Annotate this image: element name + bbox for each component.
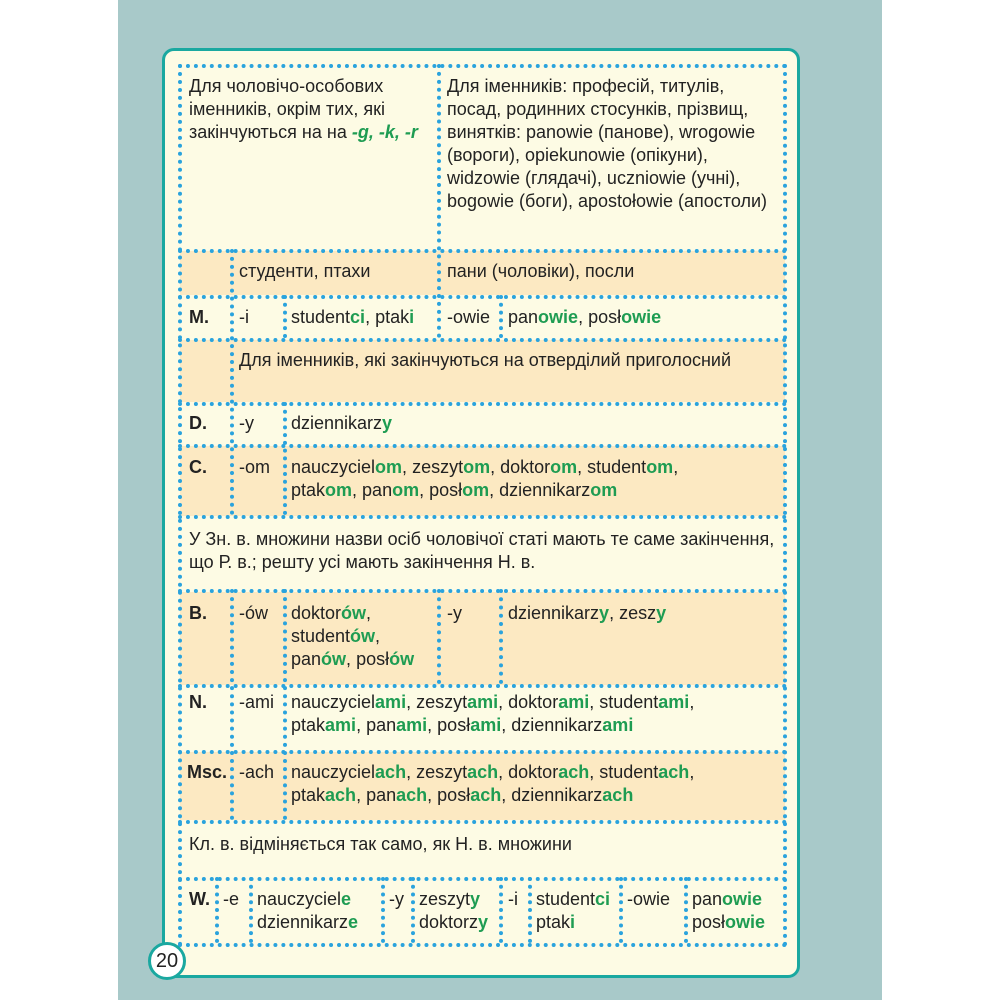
grid-line xyxy=(283,295,287,338)
grid-line xyxy=(230,589,234,820)
words-w-i: studentci ptaki xyxy=(536,889,611,932)
grid-line xyxy=(499,589,503,684)
grid-line xyxy=(437,64,441,338)
header-left-text: Для чоловічо-особових іменників, окрім тих, які закінчуються на на xyxy=(189,76,385,142)
words-m-2: panowie, posłowie xyxy=(508,307,662,327)
examples-left: студенти, птахи xyxy=(239,261,371,281)
case-label-m: M. xyxy=(189,307,209,327)
grid-line xyxy=(178,402,787,406)
words-w-owie: panowie posłowie xyxy=(692,889,766,932)
note-vocative: Кл. в. відміняється так само, як Н. в. множини xyxy=(189,834,572,854)
ending-n: -ami xyxy=(239,692,274,712)
ending-w-i: -i xyxy=(508,889,518,909)
grid-line xyxy=(178,943,787,947)
ending-d: -y xyxy=(239,413,254,433)
grid-line xyxy=(230,249,234,515)
words-b-1: doktorów, studentów, panów, posłów xyxy=(291,603,415,669)
grid-line xyxy=(249,877,253,943)
grid-line xyxy=(178,64,787,68)
grid-line xyxy=(283,589,287,820)
grid-line xyxy=(178,515,787,519)
words-w-e: nauczyciele dziennikarze xyxy=(257,889,359,932)
grid-line xyxy=(283,402,287,515)
grid-line xyxy=(178,338,787,342)
words-msc: nauczycielach, zeszytach, doktorach, studentach, ptakach, panach, posłach, dziennikarzach xyxy=(291,762,695,805)
grid-line xyxy=(528,877,532,943)
grid-line xyxy=(178,589,787,593)
grid-line xyxy=(178,64,182,947)
grid-line xyxy=(178,750,787,754)
page-number: 20 xyxy=(148,942,186,980)
words-d: dziennikarzy xyxy=(291,413,393,433)
ending-w-owie: -owie xyxy=(627,889,671,909)
grid-line xyxy=(178,249,787,253)
header-right-text: Для іменників: професій, титулів, посад, родинних стосунків, прізвищ, винятків: panowie (панове), wrogowie (вороги), opiekunowie (опікуни), widzowie (глядачі), uczniowie (учні), bogowie (боги), apostołowie (апостоли) xyxy=(447,76,768,211)
grid-line xyxy=(178,444,787,448)
grid-line xyxy=(411,877,415,943)
case-label-msc: Msc. xyxy=(187,762,228,782)
header-right-cell xyxy=(441,70,785,250)
words-n: nauczycielami, zeszytami, doktorami, studentami, ptakami, panami, posłami, dziennikarzami xyxy=(291,692,695,735)
ending-m-1: -i xyxy=(239,307,249,327)
grid-line xyxy=(381,877,385,943)
grid-line xyxy=(178,684,787,688)
ending-b-1: -ów xyxy=(239,603,269,623)
case-label-d: D. xyxy=(189,413,207,433)
ending-m-2: -owie xyxy=(447,307,491,327)
words-b-2: dziennikarzy, zeszy xyxy=(508,603,667,623)
note-hard-consonant: Для іменників, які закінчуються на отверділий приголосний xyxy=(239,350,732,370)
grid-line xyxy=(684,877,688,943)
examples-right: пани (чоловіки), посли xyxy=(447,261,635,281)
ending-w-e: -e xyxy=(223,889,240,909)
grid-line xyxy=(178,295,787,299)
case-label-c: C. xyxy=(189,457,207,477)
grid-line xyxy=(437,589,441,684)
header-left-cell xyxy=(183,70,438,250)
grid-line xyxy=(178,877,787,881)
ending-b-2: -y xyxy=(447,603,462,623)
case-label-b: B. xyxy=(189,603,207,623)
grid-line xyxy=(178,820,787,824)
words-w-y: zeszyty doktorzy xyxy=(419,889,489,932)
grid-line xyxy=(783,64,787,947)
note-accusative: У Зн. в. множини назви осіб чоловічої статі мають те саме закінчення, що Р. в.; решту усі мають закінчення Н. в. xyxy=(189,529,775,572)
words-c: nauczycielom, zeszytom, doktorom, studentom, ptakom, panom, posłom, dziennikarzom xyxy=(291,457,679,500)
ending-msc: -ach xyxy=(239,762,275,782)
case-label-n: N. xyxy=(189,692,207,712)
ending-w-y: -y xyxy=(389,889,404,909)
grid-line xyxy=(619,877,623,943)
words-m-1: studentci, ptaki xyxy=(291,307,415,327)
ending-c: -om xyxy=(239,457,270,477)
grid-line xyxy=(499,295,503,338)
grid-line xyxy=(215,877,219,943)
header-left-endings: -g, -k, -r xyxy=(351,122,418,142)
grid-line xyxy=(499,877,503,943)
case-label-w: W. xyxy=(189,889,210,909)
